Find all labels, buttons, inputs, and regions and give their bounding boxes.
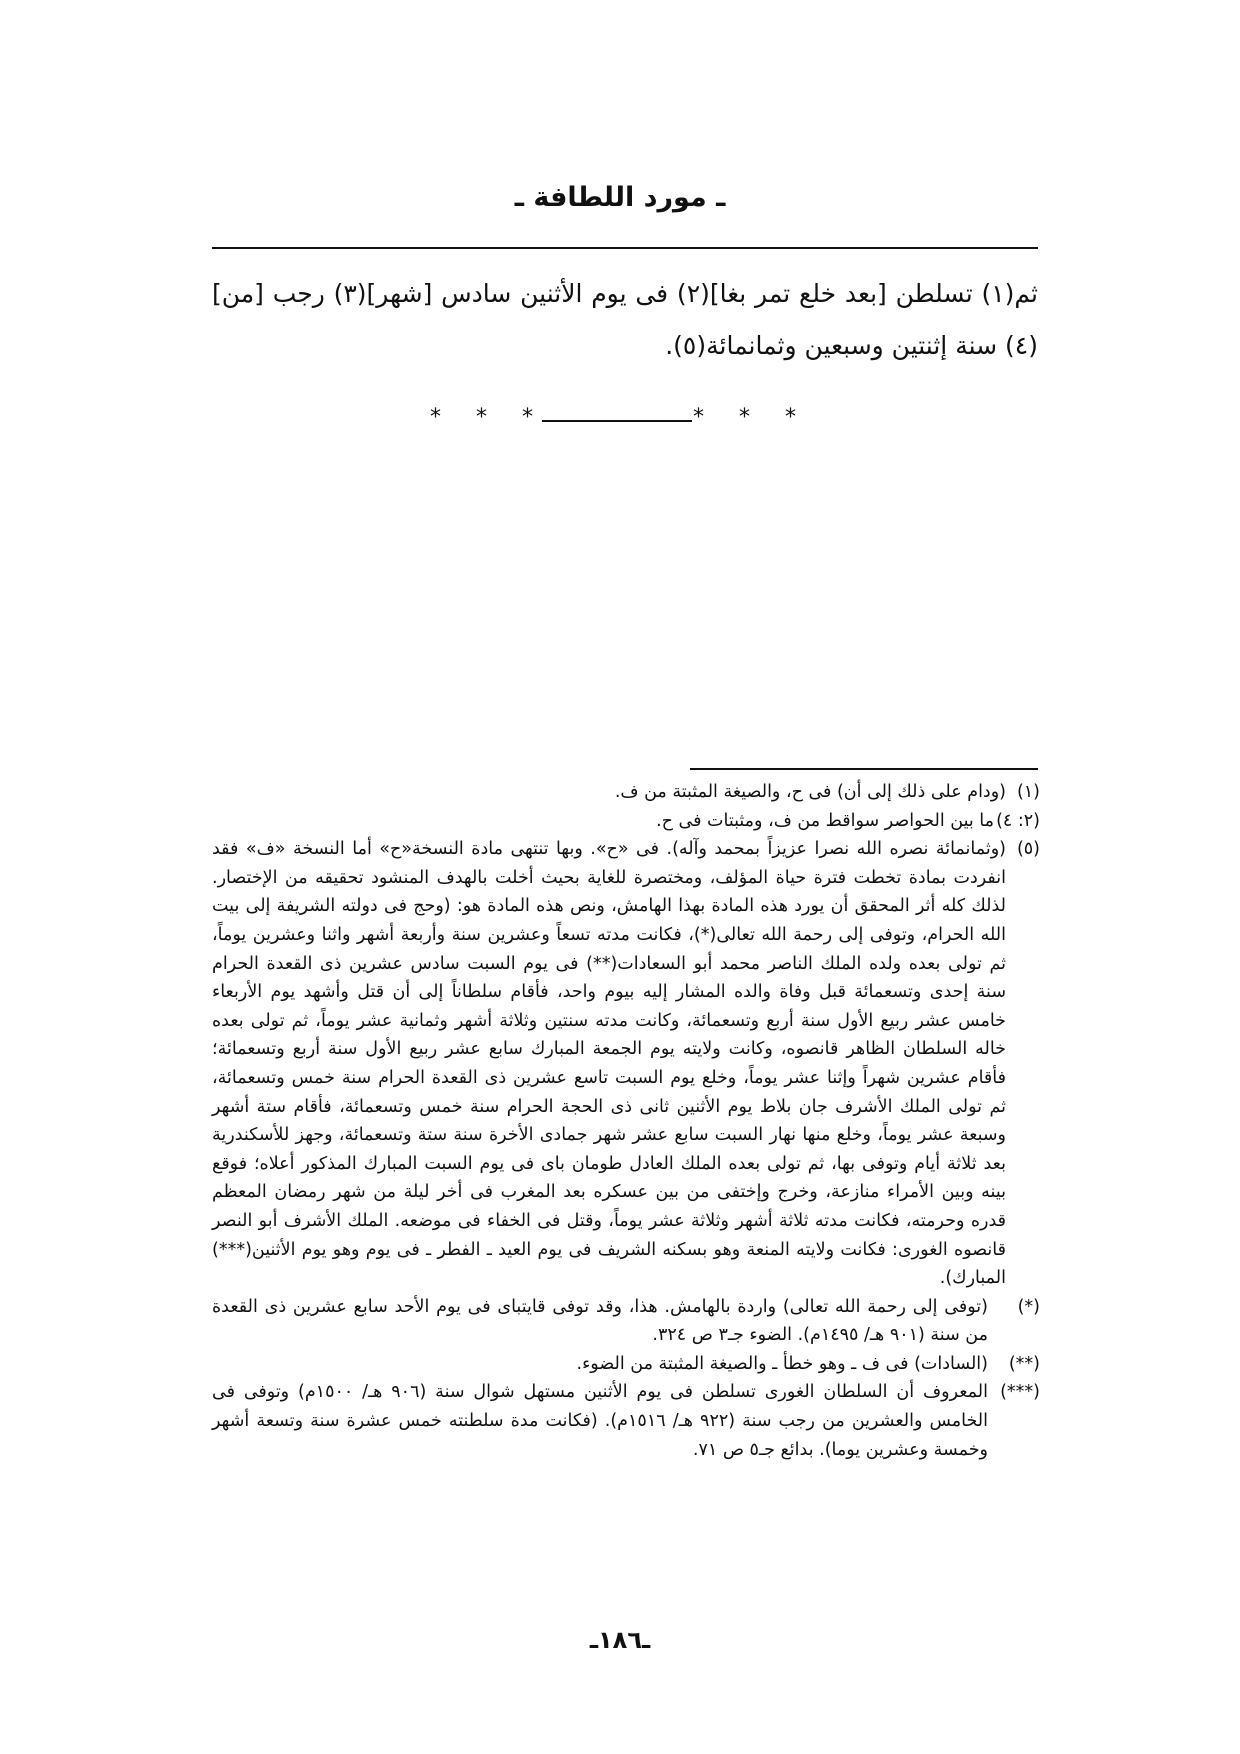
header-rule — [212, 247, 1038, 249]
footnote-mark: (*) — [1017, 1296, 1040, 1317]
divider-stars-left: * * * — [430, 405, 547, 430]
section-divider — [430, 402, 810, 434]
footnote-mark: (**) — [1008, 1353, 1040, 1374]
footnote-mark: (٢: ٤) — [996, 810, 1040, 831]
footnote-5 — [212, 835, 1040, 1293]
main-text — [212, 268, 1038, 372]
footnote-text: (توفى إلى رحمة الله تعالى) واردة بالهامش. هذا، وقد توفى قايتباى فى يوم الأحد سابع عشرين ذى القعدة من سنة (٩٠١ هـ/ ١٤٩٥م). الضوء جـ٣ ص ٣٢٤. — [212, 1296, 988, 1346]
footnote-1 — [212, 778, 1040, 807]
footnote-mark: (٥) — [1016, 839, 1040, 860]
footnotes — [212, 778, 1040, 1464]
divider-line — [542, 420, 692, 422]
footnote-text: (ودام على ذلك إلى أن) فى ح، والصيغة المثبتة من ف. — [614, 782, 1006, 802]
footnote-star-1 — [212, 1293, 1040, 1350]
footnote-rule — [690, 768, 1038, 770]
footnote-mark: (***) — [1000, 1382, 1040, 1403]
footnote-text: (السادات) فى ف ـ وهو خطأ ـ والصيغة المثبتة من الضوء. — [576, 1353, 988, 1374]
page-number: ـ١٨٦ـ — [589, 1626, 651, 1654]
footnote-text: المعروف أن السلطان الغورى تسلطن فى يوم الأثنين مستهل شوال سنة (٩٠٦ هـ/ ١٥٠٠م) وتوفى فى الخامس والعشرين من رجب سنة (٩٢٢ هـ/ ١٥١٦م). (فكانت مدة سلطنته خمس عشرة سنة وتسعة أشهر وخمسة وعشرين يوما). بدائع جـ٥ ص ٧١. — [212, 1382, 988, 1460]
footnote-star-3 — [212, 1378, 1040, 1464]
footnote-star-2 — [212, 1350, 1040, 1379]
footnote-mark: (١) — [1016, 782, 1040, 802]
footnote-text: (وثمانمائة نصره الله نصرا عزيزاً بمحمد وآله). فى «ح». وبها تنتهى مادة النسخة«ح» أما النسخة «ف» فقد انفردت بمادة تخطت فترة حياة المؤلف، ومختصرة للغاية بحيث أخلت بالهدف المنشود تحقيقه من الإختصار. لذلك كله أثر المحقق أن يورد هذه المادة بهذا الهامش، ونص هذه المادة هو: (وحج فى دولته الشريفة إلى بيت الله الحرام، وتوفى إلى رحمة الله تعالى(*)، فكانت مدته تسعاً وعشرين سنة وأربعة أشهر واثنا وعشرين يوماً، ثم تولى بعده ولده الملك الناصر محمد أبو السعادات(**) فى يوم السبت سادس عشرين ذى القعدة الحرام سنة إحدى وتسعمائة قبل وفاة والده المشار إليه بيوم واحد، فأقام سلطاناً إلى أن قتل وأشهد يوم الأربعاء خامس عشر ربيع الأول سنة أربع وتسعمائة، وكانت مدته سنتين وثلاثة أشهر وثمانية عشر يوماً، ثم تولى بعده خاله السلطان الظاهر قانصوه، وكانت ولايته يوم الجمعة المبارك سابع عشر ربيع الأول سنة أربع وتسعمائة؛ فأقام عشرين شهراً وإثنا عشر يوماً، وخلع يوم السبت تاسع عشرين ذى القعدة الحرام سنة خمس وتسعمائة، ثم تولى الملك الأشرف جان بلاط يوم الأثنين ثانى ذى الحجة الحرام سنة خمس وتسعمائة، فأقام ستة أشهر وسبعة عشر يوماً، وخلع منها نهار السبت سابع عشر شهر جمادى الأخرة سنة ستة وتسعمائة، وجهز للأسكندرية بعد ثلاثة أيام وتوفى بها، ثم تولى بعده الملك العادل طومان باى فى يوم السبت المبارك المذكور أعلاه؛ فوقع بينه وبين الأمراء منازعة، وخرج وإختفى من بين عسكره بعد المغرب فى أخر ليلة من شهر رمضان المعظم قدره وحرمته، فكانت مدته ثلاثة أشهر وثلاثة عشر يوماً، وقتل فى الخفاء فى موضعه. الملك الأشرف أبو النصر قانصوه الغورى: فكانت ولايته المنعة وهو بسكنه الشريف فى يوم العيد ـ الفطر ـ فى يوم وهو يوم الأثنين(***) المبارك). — [212, 839, 1006, 1289]
running-title: ـ مورد اللطافة ـ — [514, 182, 726, 213]
main-paragraph: ثم(١) تسلطن [بعد خلع تمر بغا](٢) فى يوم الأثنين سادس [شهر](٣) رجب [من](٤) سنة إثنتين وسبعين وثمانمائة(٥). — [212, 279, 1039, 360]
footnote-2-4 — [212, 807, 1040, 836]
footnote-text: ما بين الحواصر سواقط من ف، ومثبتات فى ح. — [656, 810, 994, 831]
divider-stars-right: * * * — [693, 405, 810, 430]
